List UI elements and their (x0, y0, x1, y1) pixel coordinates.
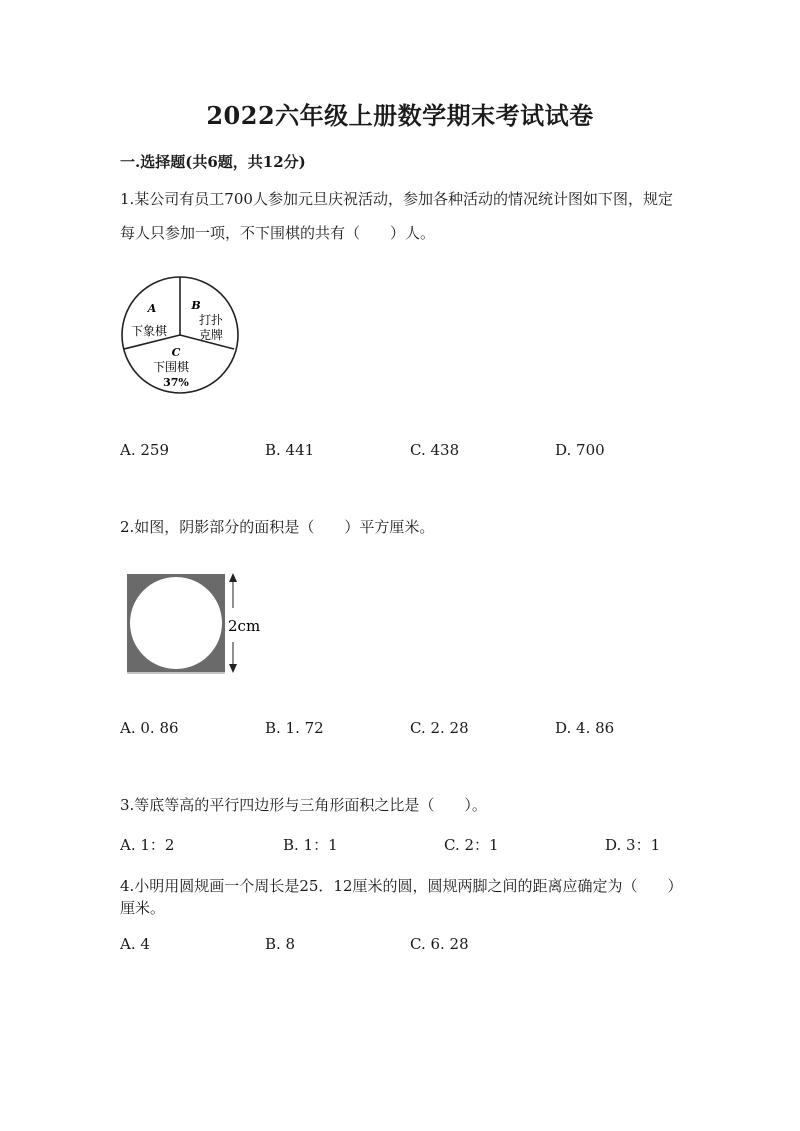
section-heading: 一.选择题(共6题，共12分) (120, 153, 306, 171)
q1-option-c[interactable]: C. 438 (410, 441, 460, 459)
slice-b-letter: B (191, 299, 201, 312)
slice-c-letter: C (171, 346, 181, 359)
slice-a-label: 下象棋 (130, 324, 168, 338)
dimension-arrow-down (229, 664, 237, 673)
slice-b-label-line1: 打扑 (198, 313, 224, 327)
slice-c-label: 下围棋 (152, 360, 190, 374)
q2-option-c[interactable]: C. 2. 28 (410, 719, 469, 737)
q3-option-c[interactable]: C. 2：1 (444, 836, 499, 854)
activity-pie-figure (118, 276, 243, 396)
question-4-text: 4.小明用圆规画一个周长是25．12厘米的圆，圆规两脚之间的距离应确定为（ ）厘米。 (120, 877, 675, 917)
q1-option-b[interactable]: B. 441 (265, 441, 315, 459)
q1-option-a[interactable]: A. 259 (120, 441, 169, 459)
q3-option-a[interactable]: A. 1：2 (120, 836, 175, 854)
question-3-text: 3.等底等高的平行四边形与三角形面积之比是（ ）。 (120, 796, 487, 814)
slice-a-letter: A (147, 302, 157, 315)
dimension-arrow-up (229, 573, 237, 582)
q4-option-a[interactable]: A. 4 (120, 935, 150, 953)
q2-option-b[interactable]: B. 1. 72 (265, 719, 324, 737)
page-title: 2022六年级上册数学期末考试试卷 (206, 101, 594, 130)
dimension-label: 2cm (228, 617, 261, 635)
q3-option-d[interactable]: D. 3：1 (605, 836, 661, 854)
shaded-square-figure (124, 570, 269, 678)
q2-option-a[interactable]: A. 0. 86 (120, 719, 179, 737)
inscribed-circle (130, 577, 222, 669)
q3-option-b[interactable]: B. 1：1 (283, 836, 338, 854)
question-1-text: 1.某公司有员工700人参加元旦庆祝活动，参加各种活动的情况统计图如下图，规定每人只参加一项，不下围棋的共有（ ）人。 (120, 190, 673, 242)
slice-b-label-line2: 克牌 (198, 328, 224, 342)
question-2-text: 2.如图，阴影部分的面积是（ ）平方厘米。 (120, 518, 435, 536)
slice-c-percent: 37% (163, 376, 189, 389)
q1-option-d[interactable]: D. 700 (555, 441, 605, 459)
q4-option-c[interactable]: C. 6. 28 (410, 935, 469, 953)
q4-option-b[interactable]: B. 8 (265, 935, 296, 953)
q2-option-d[interactable]: D. 4. 86 (555, 719, 615, 737)
